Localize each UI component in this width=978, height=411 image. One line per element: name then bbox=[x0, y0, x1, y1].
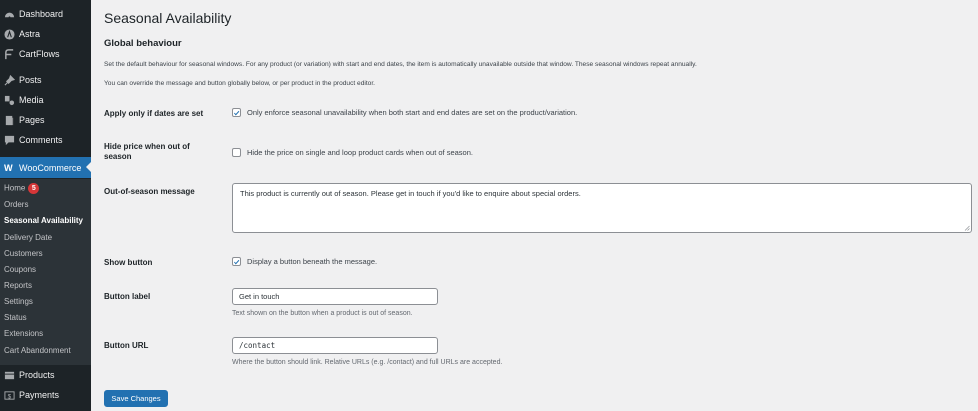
submenu-item-delivery-date[interactable]: Delivery Date bbox=[4, 233, 53, 242]
section-title: Global behaviour bbox=[104, 38, 182, 49]
button-url-help: Where the button should link. Relative URLs (e.g. /contact) and full URLs are accepted. bbox=[232, 359, 503, 366]
sidebar-item-pages[interactable] bbox=[0, 110, 91, 130]
sidebar-item-label: Media bbox=[19, 95, 44, 105]
show-button-checkbox[interactable] bbox=[232, 257, 241, 266]
page-title: Seasonal Availability bbox=[104, 10, 232, 26]
apply-only-row bbox=[232, 108, 577, 117]
button-label-input[interactable]: Get in touch bbox=[232, 288, 438, 305]
message-textarea[interactable]: This product is currently out of season. Please get in touch if you'd like to enquire about special orders. bbox=[232, 183, 972, 233]
submenu-item-status[interactable]: Status bbox=[4, 313, 27, 322]
hide-price-row bbox=[232, 148, 473, 157]
woocommerce-submenu bbox=[0, 179, 91, 365]
sidebar-item-label: CartFlows bbox=[19, 49, 60, 59]
show-button-row bbox=[232, 257, 377, 266]
checkmark-icon bbox=[233, 109, 240, 117]
button-label-help: Text shown on the button when a product is out of season. bbox=[232, 310, 413, 317]
svg-text:W: W bbox=[4, 163, 13, 173]
checkmark-icon bbox=[233, 258, 240, 266]
sidebar-item-cartflows[interactable] bbox=[0, 44, 91, 64]
notification-badge: 5 bbox=[28, 183, 39, 194]
sidebar-item-label: Dashboard bbox=[19, 9, 64, 19]
button-url-label: Button URL bbox=[104, 341, 149, 350]
sidebar-item-dashboard[interactable] bbox=[0, 4, 91, 24]
sidebar-item-label: Products bbox=[19, 370, 55, 380]
woocommerce-icon bbox=[4, 162, 15, 173]
section-description: Set the default behaviour for seasonal windows. For any product (or variation) with start and end dates, the item is automatically unavailable outside that window. These seasonal windows repeat annually. bbox=[104, 61, 697, 68]
pin-icon bbox=[4, 75, 15, 86]
submenu-item-orders[interactable]: Orders bbox=[4, 200, 29, 209]
submenu-item-reports[interactable]: Reports bbox=[4, 281, 33, 290]
dashboard-icon bbox=[4, 9, 15, 20]
submenu-item-settings[interactable]: Settings bbox=[4, 297, 33, 306]
sidebar-item-label: Comments bbox=[19, 135, 63, 145]
svg-text:$: $ bbox=[7, 392, 12, 400]
sidebar-item-media[interactable] bbox=[0, 90, 91, 110]
button-url-input[interactable]: /contact bbox=[232, 337, 438, 354]
submenu-item-seasonal-availability[interactable]: Seasonal Availability bbox=[4, 216, 83, 225]
sidebar-item-label: Payments bbox=[19, 390, 60, 400]
main-content bbox=[91, 0, 978, 411]
sidebar-item-products[interactable] bbox=[0, 365, 91, 385]
comments-icon bbox=[4, 135, 15, 146]
sidebar-item-woocommerce[interactable] bbox=[0, 157, 91, 178]
show-button-label: Show button bbox=[104, 258, 153, 267]
cartflows-icon bbox=[4, 49, 15, 60]
products-icon bbox=[4, 370, 15, 381]
astra-icon bbox=[4, 29, 15, 40]
hide-price-label: Hide price when out of season bbox=[104, 142, 190, 161]
sidebar-item-label: Pages bbox=[19, 115, 45, 125]
save-changes-button[interactable]: Save Changes bbox=[104, 390, 168, 407]
payments-icon bbox=[4, 390, 15, 401]
submenu-item-coupons[interactable]: Coupons bbox=[4, 265, 37, 274]
sidebar-item-comments[interactable] bbox=[0, 130, 91, 150]
sidebar-item-label: WooCommerce bbox=[19, 162, 82, 173]
apply-only-checkbox-label: Only enforce seasonal unavailability when both start and end dates are set on the product/variation. bbox=[247, 108, 578, 117]
pages-icon bbox=[4, 115, 15, 126]
admin-sidebar bbox=[0, 0, 91, 411]
hide-price-checkbox[interactable] bbox=[232, 148, 241, 157]
sidebar-item-label: Astra bbox=[19, 29, 41, 39]
show-button-checkbox-label: Display a button beneath the message. bbox=[247, 257, 378, 266]
sidebar-item-payments[interactable] bbox=[0, 385, 91, 405]
submenu-item-customers[interactable]: Customers bbox=[4, 249, 43, 258]
submenu-item-cart-abandonment[interactable]: Cart Abandonment bbox=[4, 346, 71, 355]
media-icon bbox=[4, 95, 15, 106]
message-label: Out-of-season message bbox=[104, 187, 195, 196]
apply-only-label: Apply only if dates are set bbox=[104, 109, 204, 118]
sidebar-item-label: Posts bbox=[19, 75, 42, 85]
override-description: You can override the message and button globally below, or per product in the product editor. bbox=[104, 80, 376, 87]
resize-handle-icon[interactable] bbox=[964, 225, 970, 231]
submenu-item-extensions[interactable]: Extensions bbox=[4, 329, 44, 338]
sidebar-item-posts[interactable] bbox=[0, 70, 91, 90]
apply-only-checkbox[interactable] bbox=[232, 108, 241, 117]
sidebar-item-astra[interactable] bbox=[0, 24, 91, 44]
button-label-label: Button label bbox=[104, 292, 151, 301]
submenu-item-home[interactable]: Home 5 bbox=[4, 183, 39, 194]
hide-price-checkbox-label: Hide the price on single and loop product cards when out of season. bbox=[247, 148, 473, 157]
